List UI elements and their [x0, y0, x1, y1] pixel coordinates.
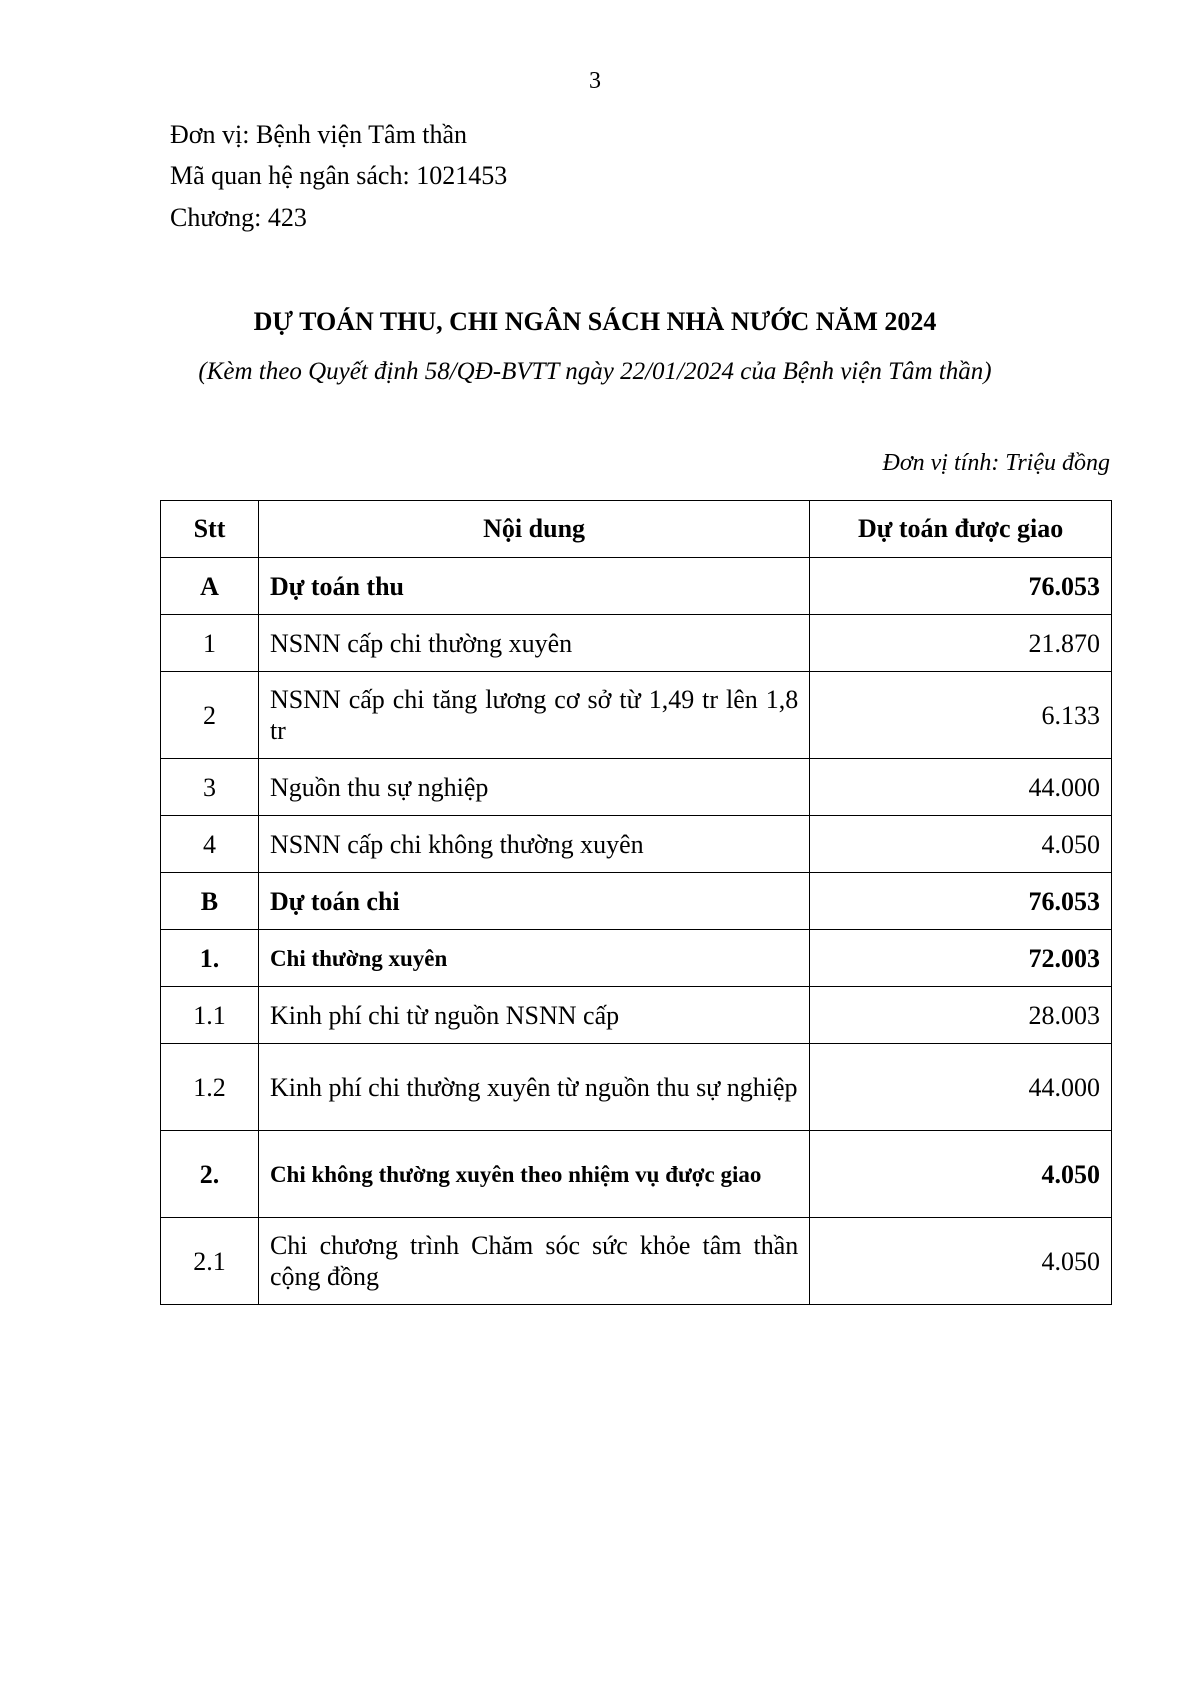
row-content: NSNN cấp chi thường xuyên	[258, 615, 809, 672]
table-row	[161, 930, 1112, 987]
row-content: Kinh phí chi thường xuyên từ nguồn thu sự nghiệp	[258, 1044, 809, 1131]
row-content: Dự toán thu	[258, 558, 809, 615]
header-stt: Stt	[161, 501, 259, 558]
unit-note: Đơn vị tính: Triệu đồng	[882, 450, 1110, 476]
document-subtitle: (Kèm theo Quyết định 58/QĐ-BVTT ngày 22/01/2024 của Bệnh viện Tâm thần)	[198, 358, 992, 385]
row-amount: 28.003	[810, 987, 1112, 1044]
table-row	[161, 1044, 1112, 1131]
table-header-row	[161, 501, 1112, 558]
row-stt: 2.	[161, 1131, 259, 1218]
row-stt: B	[161, 873, 259, 930]
row-amount: 76.053	[810, 873, 1112, 930]
row-stt: 1.	[161, 930, 259, 987]
row-amount: 44.000	[810, 1044, 1112, 1131]
row-amount: 4.050	[810, 816, 1112, 873]
row-content: Nguồn thu sự nghiệp	[258, 759, 809, 816]
table-row	[161, 1131, 1112, 1218]
table-row	[161, 672, 1112, 759]
table-row	[161, 987, 1112, 1044]
row-stt: A	[161, 558, 259, 615]
header-content: Nội dung	[258, 501, 809, 558]
table-row	[161, 816, 1112, 873]
row-content: Chi không thường xuyên theo nhiệm vụ được giao	[258, 1131, 809, 1218]
header-amount: Dự toán được giao	[810, 501, 1112, 558]
row-amount: 44.000	[810, 759, 1112, 816]
row-stt: 3	[161, 759, 259, 816]
row-stt: 1.1	[161, 987, 259, 1044]
budget-table	[160, 500, 1112, 1305]
row-stt: 1	[161, 615, 259, 672]
row-content: Dự toán chi	[258, 873, 809, 930]
document-title: DỰ TOÁN THU, CHI NGÂN SÁCH NHÀ NƯỚC NĂM 2024	[253, 307, 937, 336]
row-content: Kinh phí chi từ nguồn NSNN cấp	[258, 987, 809, 1044]
table-row	[161, 615, 1112, 672]
row-content: NSNN cấp chi không thường xuyên	[258, 816, 809, 873]
unit-name: Đơn vị: Bệnh viện Tâm thần	[170, 120, 468, 149]
row-content: Chi chương trình Chăm sóc sức khỏe tâm thần cộng đồng	[258, 1218, 809, 1305]
page-number: 3	[589, 68, 601, 94]
row-amount: 76.053	[810, 558, 1112, 615]
row-amount: 21.870	[810, 615, 1112, 672]
row-stt: 1.2	[161, 1044, 259, 1131]
row-stt: 4	[161, 816, 259, 873]
row-amount: 72.003	[810, 930, 1112, 987]
row-amount: 4.050	[810, 1218, 1112, 1305]
table-row	[161, 759, 1112, 816]
budget-code: Mã quan hệ ngân sách: 1021453	[170, 161, 508, 190]
row-content: NSNN cấp chi tăng lương cơ sở từ 1,49 tr lên 1,8 tr	[258, 672, 809, 759]
table-row	[161, 558, 1112, 615]
table-row	[161, 873, 1112, 930]
row-amount: 4.050	[810, 1131, 1112, 1218]
row-amount: 6.133	[810, 672, 1112, 759]
row-content: Chi thường xuyên	[258, 930, 809, 987]
row-stt: 2.1	[161, 1218, 259, 1305]
table-row	[161, 1218, 1112, 1305]
row-stt: 2	[161, 672, 259, 759]
chapter: Chương: 423	[170, 203, 307, 232]
